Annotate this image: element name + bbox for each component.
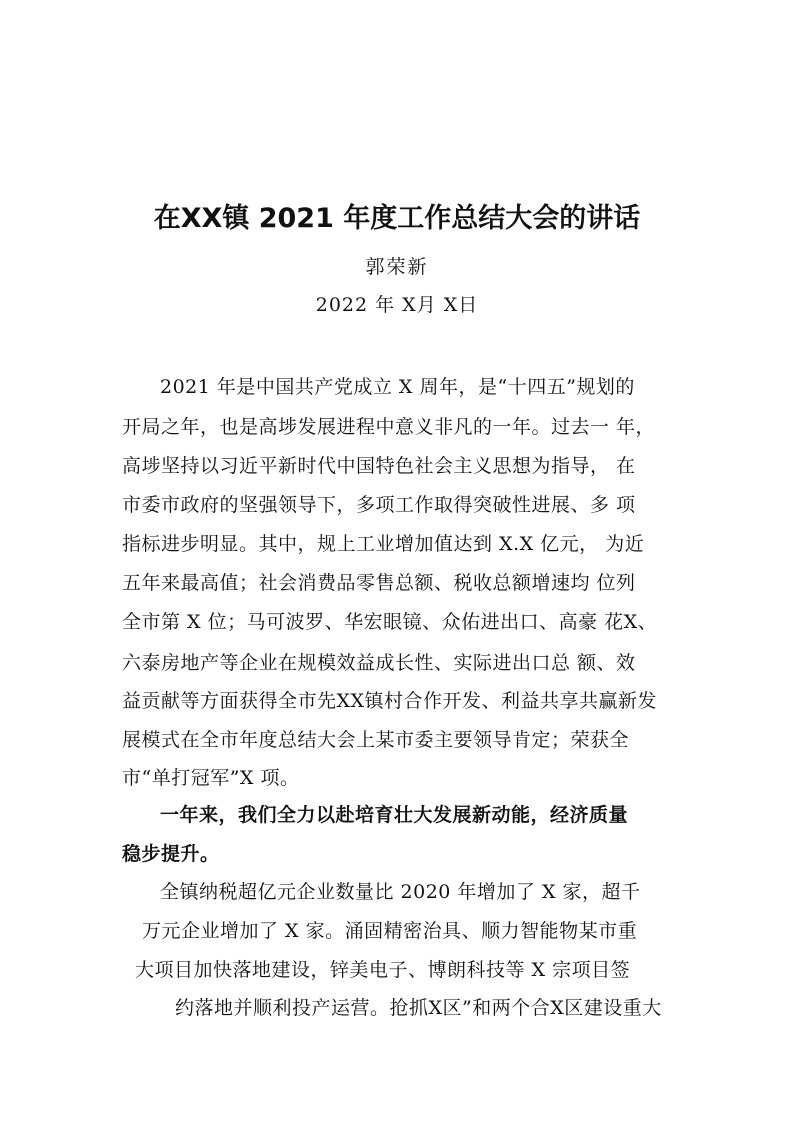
paragraph-line: 万元企业增加了 X 家。涌固精密治具、顺力智能物某市重 [142, 920, 638, 942]
author-name: 郭荣新 [365, 256, 429, 278]
paragraph-line: 高埗坚持以习近平新时代中国特色社会主义思想为指导， 在 [122, 455, 636, 477]
paragraph-line: 全市第 X 位；马可波罗、华宏眼镜、众佑进出口、高豪 花X、 [122, 611, 658, 633]
paragraph-line: 市委市政府的坚强领导下，多项工作取得突破性进展、多 项 [122, 494, 636, 516]
paragraph-line: 市“单打冠军”X 项。 [122, 767, 300, 789]
paragraph-line: 2021 年是中国共产党成立 X 周年，是“十四五”规划的 [160, 376, 635, 398]
document-date: 2022 年 X月 X日 [315, 294, 479, 316]
paragraph-line: 指标进步明显。其中，规上工业增加值达到 X.X 亿元， 为近 [122, 533, 645, 555]
paragraph-line: 约落地并顺利投产运营。抢抓X区”和两个合X区建设重大 [175, 997, 662, 1019]
paragraph-line: 大项目加快落地建设，锌美电子、博朗科技等 X 宗项目签 [135, 959, 631, 981]
paragraph-line: 五年来最高值；社会消费品零售总额、税收总额增速均 位列 [122, 572, 636, 594]
section-heading-line: 稳步提升。 [122, 843, 220, 865]
paragraph-line: 六泰房地产等企业在规模效益成长性、实际进出口总 额、效 [122, 652, 636, 674]
paragraph-line: 益贡献等方面获得全市先XX镇村合作开发、利益共享共赢新发 [122, 690, 658, 712]
paragraph-line: 全镇纳税超亿元企业数量比 2020 年增加了 X 家，超千 [160, 881, 641, 903]
section-heading-line: 一年来，我们全力以赴培育壮大发展新动能，经济质量 [160, 804, 629, 826]
paragraph-line: 开局之年，也是高埗发展进程中意义非凡的一年。过去一 年， [122, 416, 656, 438]
document-title: 在XX镇 2021 年度工作总结大会的讲话 [153, 203, 641, 234]
paragraph-line: 展模式在全市年度总结大会上某市委主要领导肯定；荣获全 [122, 729, 630, 751]
